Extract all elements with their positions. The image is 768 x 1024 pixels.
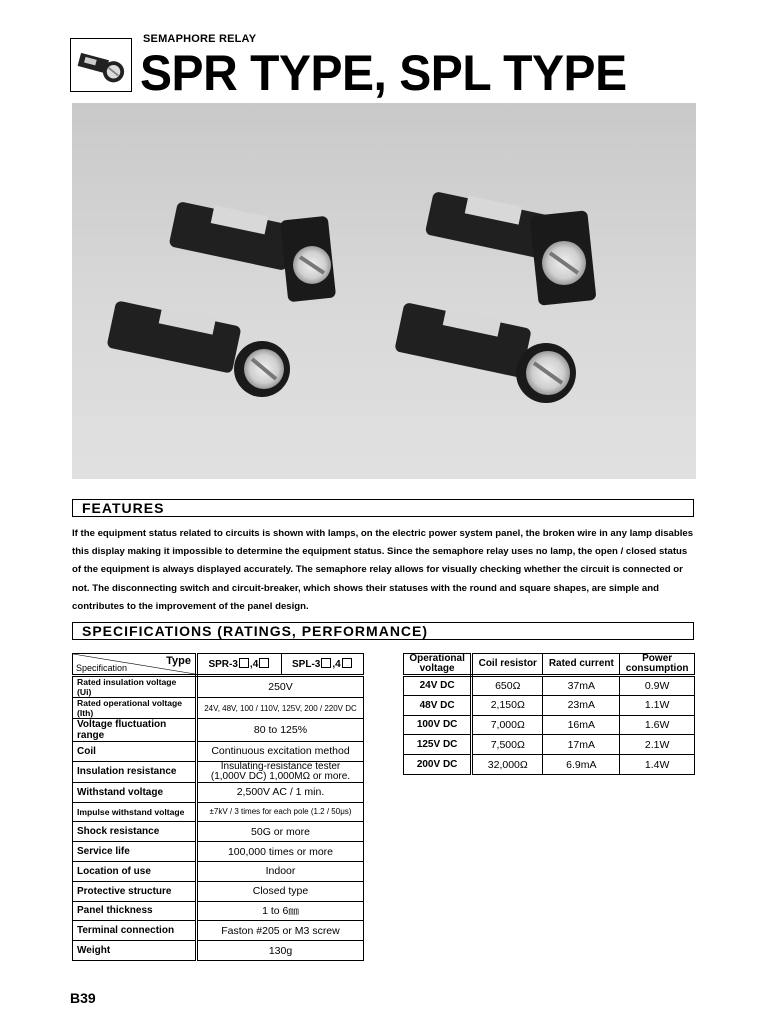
spec-label: Impulse withstand voltage: [73, 802, 197, 822]
table-row: [73, 761, 364, 782]
table-row: [73, 822, 364, 842]
header-power-consumption: Power consumption: [620, 654, 695, 676]
type-label: Type: [166, 655, 191, 667]
table-row: [404, 695, 695, 715]
table-row: [73, 921, 364, 941]
product-photo: [72, 103, 696, 479]
spec-value: 50G or more: [197, 822, 364, 842]
spec-label: Location of use: [73, 861, 197, 881]
coil-power: 2.1W: [620, 735, 695, 755]
product-thumbnail: [70, 38, 132, 92]
table-row: [73, 719, 364, 742]
coil-voltage: 200V DC: [404, 755, 472, 775]
spec-value: Closed type: [197, 881, 364, 901]
coil-voltage: 24V DC: [404, 676, 472, 696]
spec-label: Voltage fluctuation range: [73, 719, 197, 742]
relay-product-illustration: [72, 103, 696, 479]
relay-thumbnail-image: [71, 39, 131, 91]
header-rated-current: Rated current: [543, 654, 620, 676]
spec-label: Weight: [73, 941, 197, 961]
page-number: B39: [70, 990, 96, 1006]
coil-resistor: 32,000Ω: [472, 755, 543, 775]
document-subtitle: SEMAPHORE RELAY: [143, 33, 257, 45]
spec-label: Coil: [73, 742, 197, 762]
relay-square-1: [169, 201, 337, 302]
spec-label: Panel thickness: [73, 901, 197, 921]
relay-round-1: [106, 300, 290, 397]
coil-current: 23mA: [543, 695, 620, 715]
document-title: SPR TYPE, SPL TYPE: [140, 45, 627, 101]
coil-voltage: 125V DC: [404, 735, 472, 755]
coil-voltage: 100V DC: [404, 715, 472, 735]
table-row: [73, 941, 364, 961]
table-row: [404, 735, 695, 755]
header-coil-resistor: Coil resistor: [472, 654, 543, 676]
specifications-heading: SPECIFICATIONS (RATINGS, PERFORMANCE): [72, 622, 694, 640]
table-row: [404, 676, 695, 696]
coil-current: 16mA: [543, 715, 620, 735]
spec-label: Insulation resistance: [73, 761, 197, 782]
spec-value: Indoor: [197, 861, 364, 881]
header-operational-voltage: Operational voltage: [404, 654, 472, 676]
spec-table-header: [73, 654, 364, 676]
spec-label: Terminal connection: [73, 921, 197, 941]
column-spr: SPR-3 ,4: [197, 654, 282, 676]
coil-power: 1.4W: [620, 755, 695, 775]
table-row: [404, 755, 695, 775]
spec-label: Protective structure: [73, 881, 197, 901]
table-row: [73, 842, 364, 862]
spec-value: Faston #205 or M3 screw: [197, 921, 364, 941]
spec-value: 1 to 6㎜: [197, 901, 364, 921]
table-row: [73, 782, 364, 802]
specifications-table: [72, 653, 364, 961]
table-row: [404, 715, 695, 735]
coil-power: 1.6W: [620, 715, 695, 735]
relay-square-2: [425, 191, 597, 306]
features-heading: FEATURES: [72, 499, 694, 517]
specification-label: Specification: [76, 663, 128, 673]
spec-label: Withstand voltage: [73, 782, 197, 802]
features-paragraph: If the equipment status related to circuits is shown with lamps, on the electric power system panel, the broken wire in any lamp disables this display making it impossible to determine the equipment status. Since the semaphore relay uses no lamp, the open / closed status of the equipment is always displayed accurately. The semaphore relay allows for visually checking whether the circuit is connected or not. The disconnecting switch and circuit-breaker, which shows their statuses with the round and square shapes, are simple and contributes to the improvement of the panel design.: [72, 528, 694, 612]
table-row: [73, 676, 364, 698]
spec-label: Shock resistance: [73, 822, 197, 842]
coil-ratings-table: [403, 653, 695, 775]
spec-label: Rated insulation voltage (Ui): [73, 676, 197, 698]
table-row: [73, 861, 364, 881]
coil-power: 0.9W: [620, 676, 695, 696]
spec-label: Service life: [73, 842, 197, 862]
spec-value: ±7kV / 3 times for each pole (1.2 / 50μs): [197, 802, 364, 822]
spec-value: 2,500V AC / 1 min.: [197, 782, 364, 802]
table-row: [73, 742, 364, 762]
table-row: [73, 881, 364, 901]
coil-voltage: 48V DC: [404, 695, 472, 715]
coil-current: 37mA: [543, 676, 620, 696]
coil-resistor: 7,500Ω: [472, 735, 543, 755]
table-row: [73, 802, 364, 822]
coil-current: 6.9mA: [543, 755, 620, 775]
type-specification-cell: [73, 654, 197, 676]
coil-resistor: 650Ω: [472, 676, 543, 696]
coil-power: 1.1W: [620, 695, 695, 715]
spec-label: Rated operational voltage (Ith): [73, 698, 197, 719]
table-row: [73, 901, 364, 921]
coil-resistor: 2,150Ω: [472, 695, 543, 715]
table-row: [73, 698, 364, 719]
spec-value: 130g: [197, 941, 364, 961]
spec-value: 24V, 48V, 100 / 110V, 125V, 200 / 220V DC: [197, 698, 364, 719]
coil-resistor: 7,000Ω: [472, 715, 543, 735]
column-spl: SPL-3 ,4: [281, 654, 363, 676]
spec-value: 250V: [197, 676, 364, 698]
coil-table-header: [404, 654, 695, 676]
relay-round-2: [394, 302, 576, 403]
spec-value: Insulating-resistance tester (1,000V DC) 1,000MΩ or more.: [197, 761, 364, 782]
coil-current: 17mA: [543, 735, 620, 755]
spec-value: Continuous excitation method: [197, 742, 364, 762]
spec-value: 100,000 times or more: [197, 842, 364, 862]
spec-value: 80 to 125%: [197, 719, 364, 742]
